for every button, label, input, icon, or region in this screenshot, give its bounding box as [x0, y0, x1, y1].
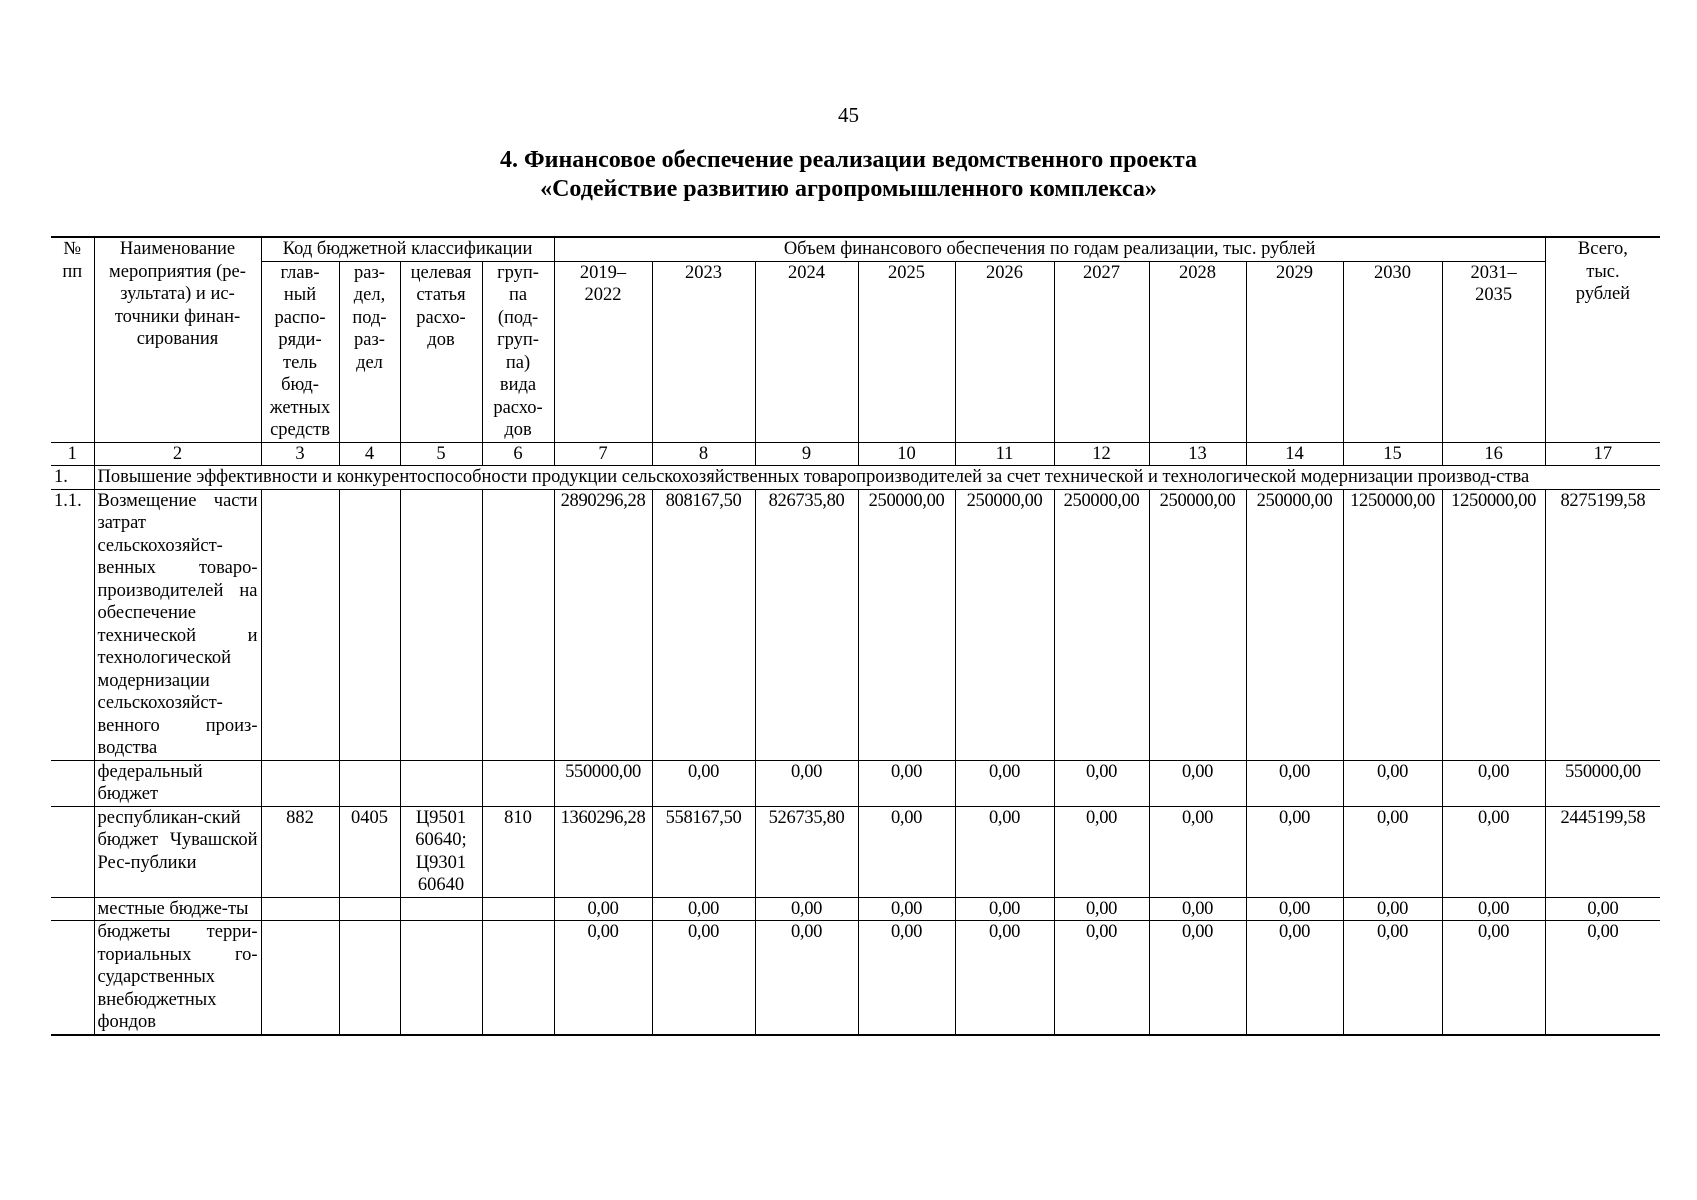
row-year-value: 0,00 [1054, 921, 1149, 1035]
table-row [51, 760, 1660, 806]
row-year-value: 0,00 [652, 897, 755, 921]
row-year-value: 0,00 [554, 897, 652, 921]
row-number: 1.1. [51, 489, 94, 760]
row-expense-type [482, 921, 554, 1035]
column-number: 15 [1343, 442, 1442, 466]
row-grbs [261, 921, 339, 1035]
header-row-2 [51, 261, 1660, 442]
row-number [51, 921, 94, 1035]
column-number: 17 [1545, 442, 1660, 466]
row-grbs: 882 [261, 806, 339, 897]
row-year-value: 0,00 [755, 897, 858, 921]
row-name: бюджеты терри-ториальных го-сударственных внебюджетных фондов [94, 921, 261, 1035]
row-year-value: 0,00 [955, 760, 1054, 806]
row-year-value: 250000,00 [1054, 489, 1149, 760]
row-year-value: 0,00 [652, 921, 755, 1035]
page-title [0, 146, 1697, 204]
row-year-value: 0,00 [955, 897, 1054, 921]
header-year: 2026 [955, 261, 1054, 442]
row-total: 550000,00 [1545, 760, 1660, 806]
row-target-article [400, 760, 482, 806]
row-number [51, 760, 94, 806]
header-year: 2025 [858, 261, 955, 442]
row-expense-type: 810 [482, 806, 554, 897]
column-numbers-row [51, 442, 1660, 466]
row-razdel [339, 921, 400, 1035]
row-year-value: 0,00 [1442, 897, 1545, 921]
row-year-value: 0,00 [1054, 760, 1149, 806]
section-title: Повышение эффективности и конкурентоспособности продукции сельскохозяйственных товаропроизводителей за счет технической и технологической модернизации производ-ства [94, 466, 1660, 490]
header-year: 2028 [1149, 261, 1246, 442]
row-target-article: Ц9501 60640; Ц9301 60640 [400, 806, 482, 897]
page-number: 45 [838, 103, 859, 127]
header-year: 2023 [652, 261, 755, 442]
header-budget-code: Код бюджетной классификации [261, 237, 554, 261]
row-year-value: 250000,00 [1149, 489, 1246, 760]
row-year-value: 826735,80 [755, 489, 858, 760]
column-number: 14 [1246, 442, 1343, 466]
row-total: 8275199,58 [1545, 489, 1660, 760]
header-row-1 [51, 237, 1660, 261]
row-year-value: 0,00 [1149, 921, 1246, 1035]
row-year-value: 0,00 [858, 806, 955, 897]
title-line-2: «Содействие развитию агропромышленного комплекса» [540, 176, 1157, 202]
column-number: 8 [652, 442, 755, 466]
row-year-value: 0,00 [1246, 897, 1343, 921]
header-cst: целевая статья расхо- дов [400, 261, 482, 442]
column-number: 13 [1149, 442, 1246, 466]
row-total: 0,00 [1545, 921, 1660, 1035]
header-grbs: глав- ный распо- ряди- тель бюд- жетных средств [261, 261, 339, 442]
row-year-value: 1250000,00 [1343, 489, 1442, 760]
row-year-value: 526735,80 [755, 806, 858, 897]
row-name: федеральный бюджет [94, 760, 261, 806]
row-name: республикан-ский бюджет Чувашской Рес-публики [94, 806, 261, 897]
row-year-value: 0,00 [554, 921, 652, 1035]
column-number: 9 [755, 442, 858, 466]
row-year-value: 0,00 [1343, 806, 1442, 897]
row-year-value: 250000,00 [1246, 489, 1343, 760]
column-number: 2 [94, 442, 261, 466]
row-year-value: 0,00 [755, 921, 858, 1035]
row-target-article [400, 897, 482, 921]
header-year: 2027 [1054, 261, 1149, 442]
row-razdel [339, 760, 400, 806]
row-year-value: 0,00 [1442, 760, 1545, 806]
header-year: 2019– 2022 [554, 261, 652, 442]
row-year-value: 0,00 [1343, 760, 1442, 806]
column-number: 5 [400, 442, 482, 466]
row-year-value: 0,00 [1246, 806, 1343, 897]
row-target-article [400, 489, 482, 760]
table-row [51, 806, 1660, 897]
section-row [51, 466, 1660, 490]
row-name: Возмещение части затрат сельскохозяйст-венных товаро-производителей на обеспечение технической и технологической модернизации сельскохозяйст-венного произ-водства [94, 489, 261, 760]
row-year-value: 0,00 [1054, 897, 1149, 921]
row-year-value: 558167,50 [652, 806, 755, 897]
row-number [51, 806, 94, 897]
row-year-value: 0,00 [858, 921, 955, 1035]
row-year-value: 0,00 [1149, 760, 1246, 806]
row-expense-type [482, 489, 554, 760]
row-year-value: 0,00 [1149, 806, 1246, 897]
table-row [51, 489, 1660, 760]
row-year-value: 1250000,00 [1442, 489, 1545, 760]
row-razdel [339, 489, 400, 760]
row-year-value: 0,00 [955, 806, 1054, 897]
row-target-article [400, 921, 482, 1035]
header-name: Наименование мероприятия (ре-зультата) и ис-точники финан-сирования [94, 237, 261, 442]
row-grbs [261, 897, 339, 921]
header-vr: груп- па (под- груп- па) вида расхо- дов [482, 261, 554, 442]
column-number: 4 [339, 442, 400, 466]
row-year-value: 550000,00 [554, 760, 652, 806]
row-year-value: 0,00 [1343, 897, 1442, 921]
financing-table [51, 236, 1660, 1036]
row-razdel [339, 897, 400, 921]
row-year-value: 2890296,28 [554, 489, 652, 760]
row-expense-type [482, 897, 554, 921]
column-number: 10 [858, 442, 955, 466]
row-grbs [261, 489, 339, 760]
row-razdel: 0405 [339, 806, 400, 897]
row-year-value: 0,00 [955, 921, 1054, 1035]
title-line-1: 4. Финансовое обеспечение реализации ведомственного проекта [500, 147, 1197, 173]
row-year-value: 808167,50 [652, 489, 755, 760]
row-year-value: 0,00 [755, 760, 858, 806]
row-grbs [261, 760, 339, 806]
row-year-value: 0,00 [1246, 921, 1343, 1035]
row-year-value: 0,00 [1442, 806, 1545, 897]
row-year-value: 0,00 [1054, 806, 1149, 897]
header-total: Всего, тыс. рублей [1545, 237, 1660, 442]
header-year: 2030 [1343, 261, 1442, 442]
row-year-value: 0,00 [1442, 921, 1545, 1035]
row-year-value: 250000,00 [858, 489, 955, 760]
row-year-value: 0,00 [1343, 921, 1442, 1035]
row-name: местные бюдже-ты [94, 897, 261, 921]
column-number: 7 [554, 442, 652, 466]
row-year-value: 1360296,28 [554, 806, 652, 897]
row-total: 2445199,58 [1545, 806, 1660, 897]
row-year-value: 0,00 [858, 897, 955, 921]
row-year-value: 0,00 [1246, 760, 1343, 806]
header-razdel: раз- дел, под- раз- дел [339, 261, 400, 442]
table-row [51, 897, 1660, 921]
row-year-value: 250000,00 [955, 489, 1054, 760]
header-num: № пп [51, 237, 94, 442]
row-expense-type [482, 760, 554, 806]
header-volume: Объем финансового обеспечения по годам реализации, тыс. рублей [554, 237, 1545, 261]
column-number: 16 [1442, 442, 1545, 466]
row-total: 0,00 [1545, 897, 1660, 921]
column-number: 6 [482, 442, 554, 466]
row-year-value: 0,00 [652, 760, 755, 806]
row-year-value: 0,00 [858, 760, 955, 806]
header-year: 2024 [755, 261, 858, 442]
column-number: 12 [1054, 442, 1149, 466]
column-number: 1 [51, 442, 94, 466]
column-number: 11 [955, 442, 1054, 466]
row-year-value: 0,00 [1149, 897, 1246, 921]
header-year: 2029 [1246, 261, 1343, 442]
section-number: 1. [51, 466, 94, 490]
row-number [51, 897, 94, 921]
table-row [51, 921, 1660, 1035]
header-year: 2031– 2035 [1442, 261, 1545, 442]
column-number: 3 [261, 442, 339, 466]
